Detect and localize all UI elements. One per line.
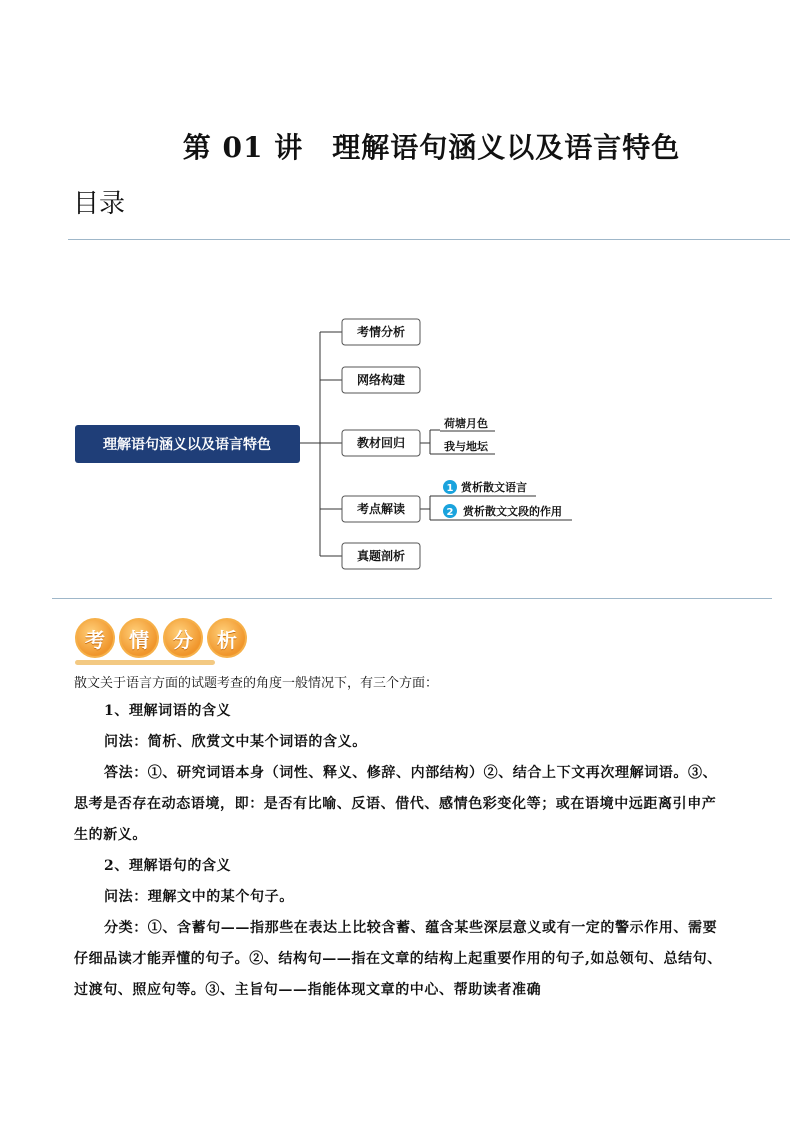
paragraph: 问法：理解文中的某个句子。 — [104, 889, 294, 905]
mind-map — [0, 300, 793, 590]
toc-heading: 目录 — [73, 189, 126, 219]
badge-char: 析 — [207, 618, 247, 658]
divider-top — [68, 239, 790, 240]
mind-map-root — [75, 425, 300, 463]
paragraph: 答法：①、研究词语本身（词性、释义、修辞、内部结构）②、结合上下文再次理解词语。③、思考是否存在动态语境，即：是否有比喻、反语、借代、感情色彩变化等；或在语境中远距离引申产生的新义。 — [74, 765, 718, 843]
mind-map-leaf — [440, 504, 572, 520]
badge-char: 情 — [119, 618, 159, 658]
paragraph: 分类：①、含蓄句——指那些在表达上比较含蓄、蕴含某些深层意义或有一定的警示作用、需要仔细品读才能弄懂的句子。②、结构句——指在文章的结构上起重要作用的句子,如总领句、总结句、过渡句、照应句等。③、主旨句——指能体现文章的中心、帮助读者准确 — [74, 920, 722, 998]
branch-label: 真题剖析 — [356, 549, 406, 563]
page-title: 第 01 讲 理解语句涵义以及语言特色 — [182, 131, 681, 164]
section-body — [74, 672, 724, 1006]
mind-map-leaf — [440, 416, 495, 431]
mind-map-branch-3 — [342, 430, 420, 456]
mind-map-branch-4 — [342, 496, 420, 522]
leaf-label: 赏析散文语言 — [461, 481, 527, 494]
mind-map-branch-5 — [342, 543, 420, 569]
mind-map-branch-1 — [342, 319, 420, 345]
mind-map-leaf — [440, 480, 536, 496]
leaf-number: 2 — [446, 507, 454, 518]
leaf-number: 1 — [446, 483, 454, 494]
paragraph: 2、理解语句的含义 — [104, 858, 232, 874]
branch-label: 网络构建 — [356, 373, 406, 387]
branch-label: 考点解读 — [356, 502, 406, 516]
badge-char: 考 — [75, 618, 115, 658]
section-badge — [75, 618, 247, 666]
mind-map-root-label: 理解语句涵义以及语言特色 — [103, 437, 271, 453]
section-intro: 散文关于语言方面的试题考查的角度一般情况下，有三个方面： — [74, 676, 439, 691]
branch-label: 教材回归 — [356, 436, 406, 450]
leaf-label: 荷塘月色 — [444, 417, 488, 430]
paragraph: 问法：简析、欣赏文中某个词语的含义。 — [104, 734, 367, 750]
badge-underline — [75, 660, 215, 665]
paragraph: 1、理解词语的含义 — [104, 703, 232, 719]
branch-label: 考情分析 — [356, 325, 406, 339]
mind-map-leaf — [440, 439, 495, 454]
divider-bottom — [52, 598, 772, 599]
badge-char: 分 — [163, 618, 203, 658]
leaf-label: 赏析散文文段的作用 — [463, 505, 562, 518]
mind-map-branch-2 — [342, 367, 420, 393]
leaf-label: 我与地坛 — [444, 440, 488, 453]
